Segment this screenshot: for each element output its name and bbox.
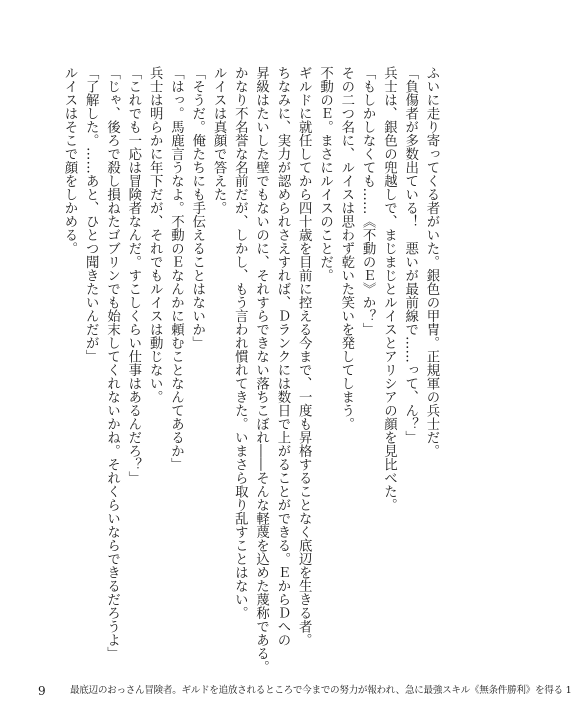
text-line: 昇級はたいした壁でもないのに、それすらできない落ちこぼれ――そんな軽蔑を込めた蔑称である。 — [253, 66, 269, 674]
text-line: その二つ名に、ルイスは思わず乾いた笑いを発してしまう。 — [338, 66, 354, 431]
text-line: 「これでも一応は冒険者なんだ。すこしくらい仕事はあるんだろ？」 — [125, 66, 141, 485]
text-line: 「そうだ。俺たちにも手伝えることはないか」 — [189, 66, 205, 350]
text-line: 「負傷者が多数出ている！ 悪いが最前線で……って、ん？」 — [402, 66, 418, 444]
page-number: 9 — [38, 684, 46, 698]
text-line: 兵士は明らかに年下だが、それでもルイスは動じない。 — [147, 66, 163, 404]
text-line: ギルドに就任してから四十歳を目前に控える今まで、一度も昇格することなく底辺を生きる者。 — [296, 66, 312, 647]
text-line: ちなみに、実力が認められさえすれば、Ｄランクには数日で上がることができる。ＥからＤへの — [274, 66, 290, 647]
running-title: 最底辺のおっさん冒険者。ギルドを追放されるところで今までの努力が報われ、急に最強スキル《無条件勝利》を得る 1 — [70, 685, 571, 696]
text-line: 「じゃ、後ろで殺し損ねたゴブリンでも始末してくれないかね。それくらいならできるだろうよ」 — [104, 66, 120, 660]
page-footer — [38, 683, 571, 699]
text-line: かなり不名誉な名前だが、しかし、もう言われ慣れてきた。いまさら取り乱すことはない。 — [232, 66, 248, 620]
text-line: 「もしかしなくても……《不動のＥ》か？」 — [360, 66, 376, 336]
text-line: ルイスはそこで顔をしかめる。 — [61, 66, 77, 255]
text-line: ルイスは真顔で答えた。 — [211, 66, 227, 215]
text-line: 兵士は、銀色の兜越しで、まじまじとルイスとアリシアの顔を見比べた。 — [381, 66, 397, 512]
text-line: 「はっ。馬鹿言うなよ。不動のＥなんかに頼むことなんてあるか」 — [168, 66, 184, 471]
text-line: 「了解した。……あと、ひとつ聞きたいんだが」 — [83, 66, 99, 363]
text-line: ふいに走り寄ってくる者がいた。銀色の甲冑。正規軍の兵士だ。 — [424, 66, 439, 458]
text-line: 不動のＥ。まさにルイスのことだ。 — [317, 66, 333, 282]
vertical-body-text — [42, 66, 442, 674]
